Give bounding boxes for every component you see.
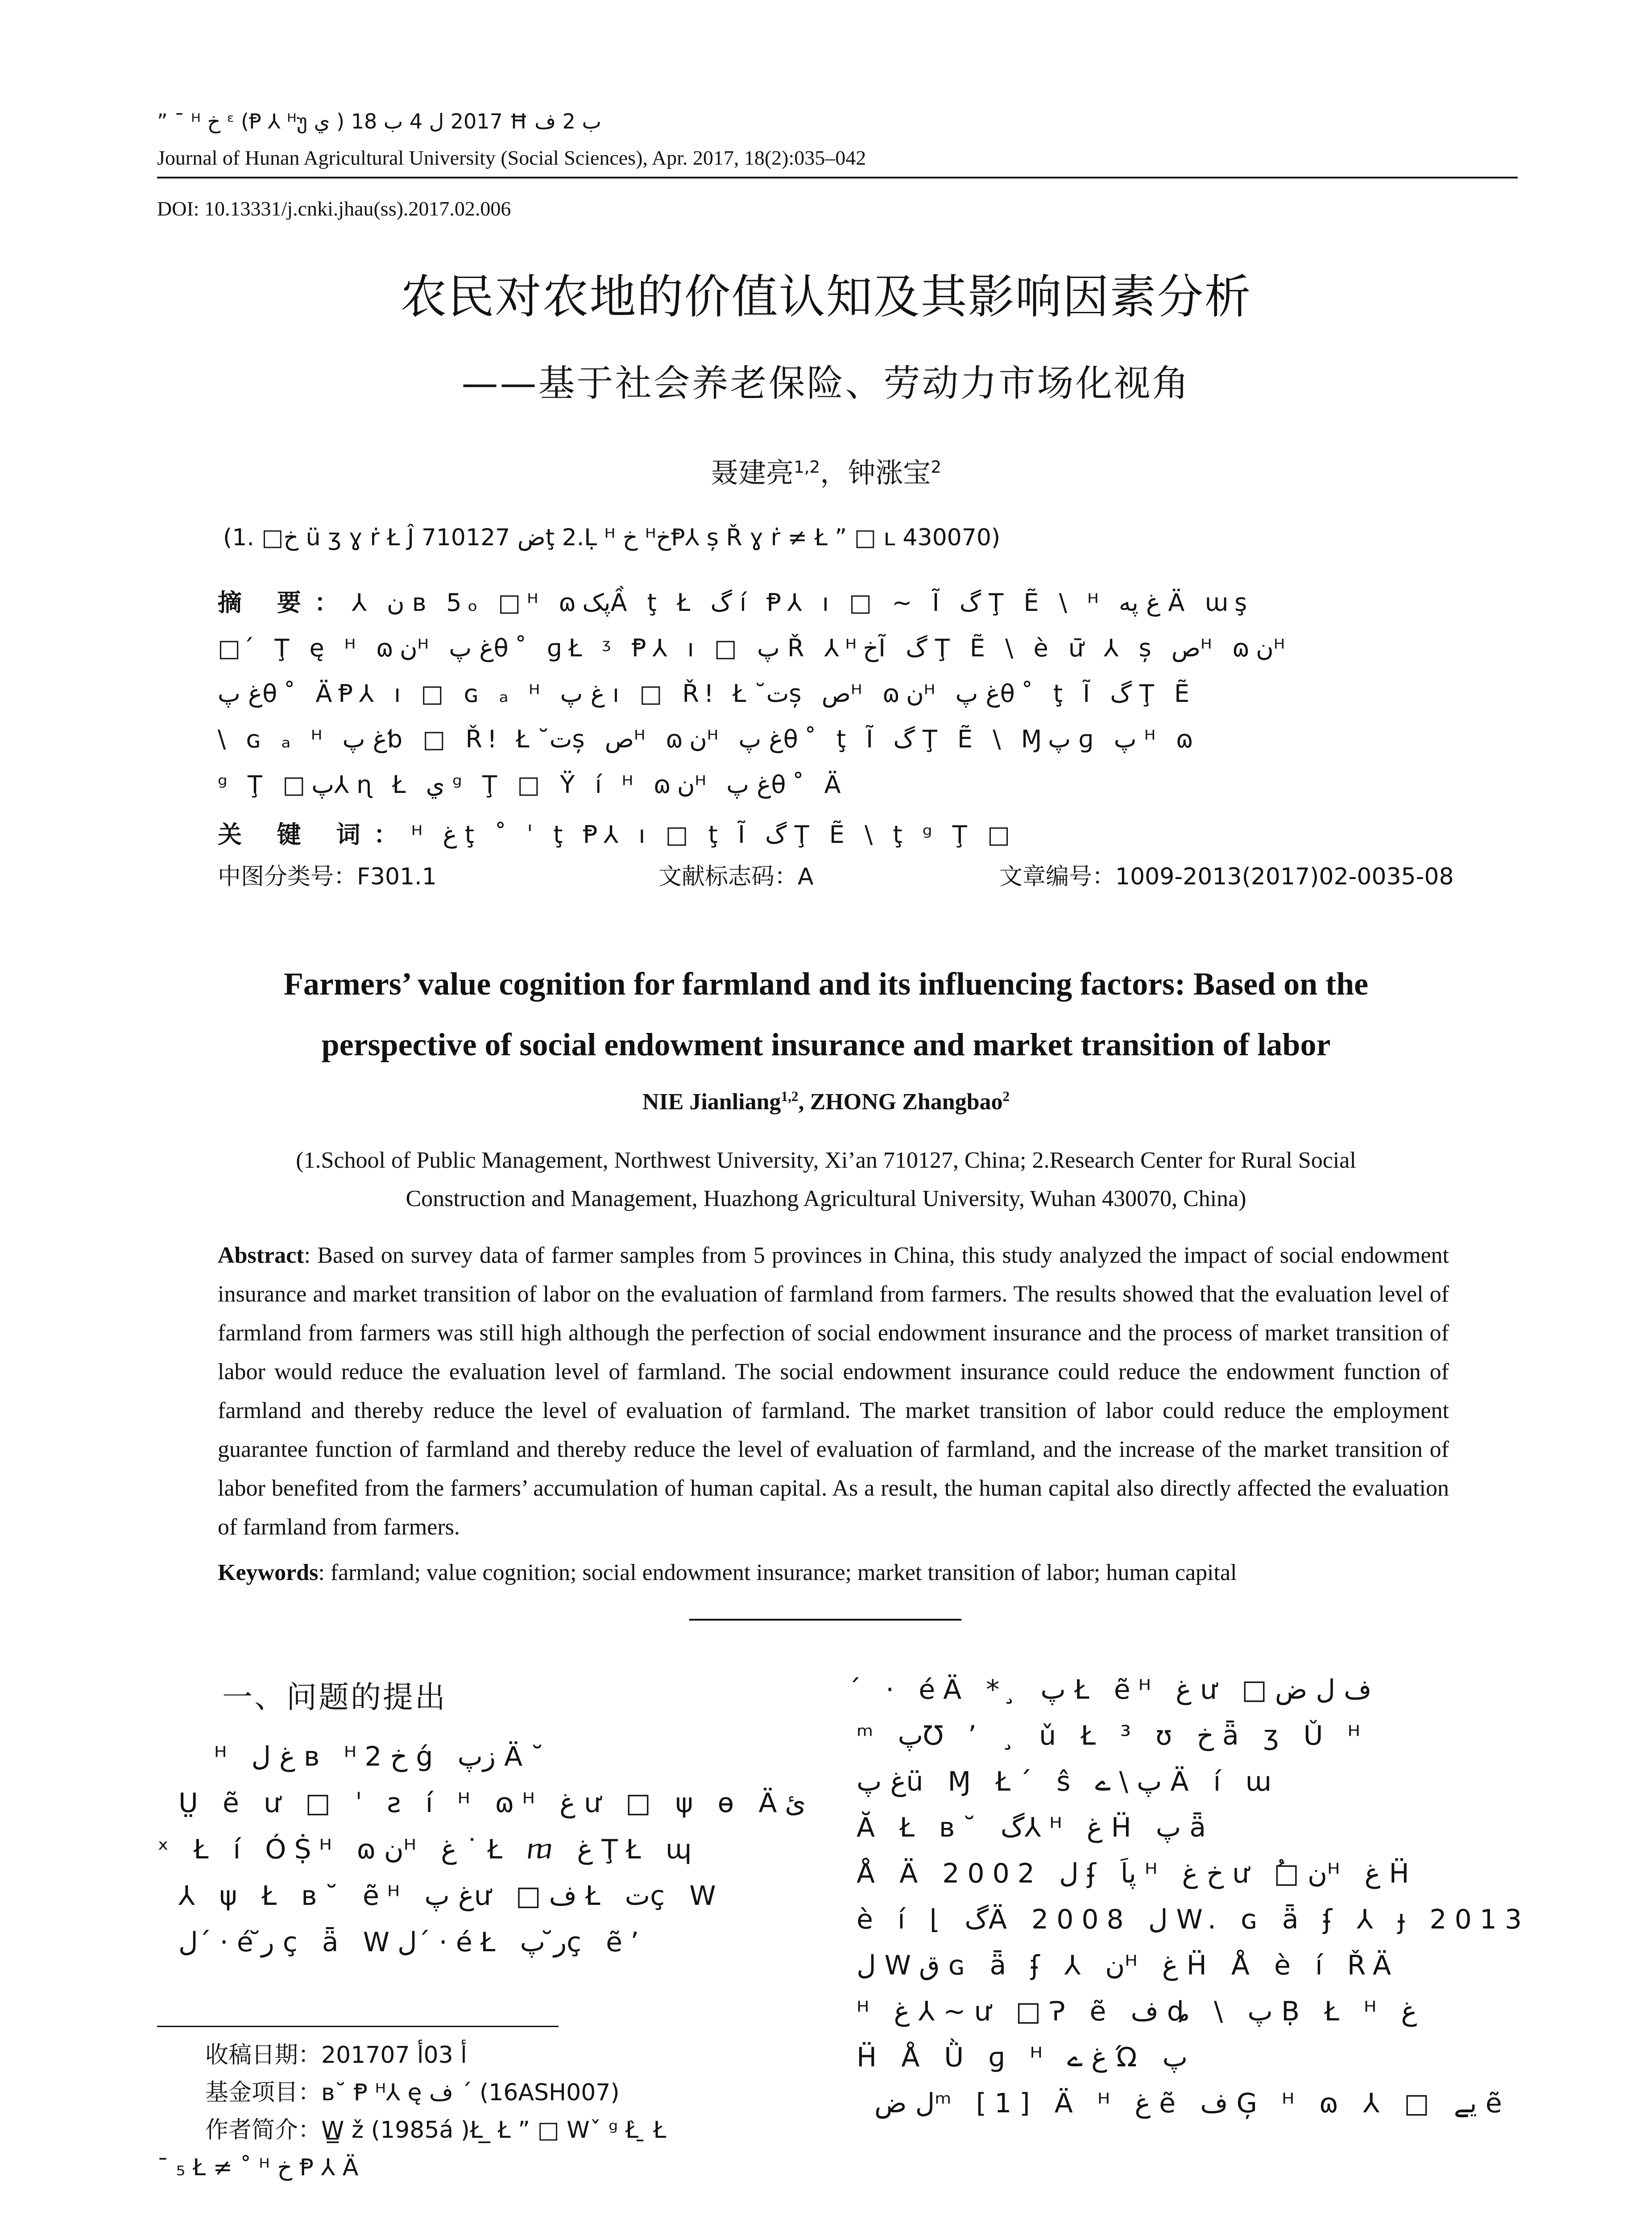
affiliation-en-line-1: (1.School of Public Management, Northwest University, Xi’an 710127, China; 2.Research Center for Rural Social	[296, 1148, 1356, 1173]
header-rule	[157, 177, 1518, 178]
abstract-divider	[689, 1619, 961, 1621]
journal-header-cn: ” ¯ ᴴ خ ᵋ (Ᵽ ⅄ ᴴუ ي ) 2017 ل 4 ب 18 Ħ ب 2 ف	[157, 109, 601, 133]
author1-cn: 聂建亮	[711, 456, 794, 489]
author2-en-affil: 2	[1002, 1088, 1010, 1104]
fund-label: 基金项目：	[205, 2079, 322, 2106]
affiliation-en-line-2: Construction and Management, Huazhong Agricultural University, Wuhan 430070, China)	[406, 1186, 1246, 1211]
author2-cn: 钟涨宝	[848, 456, 931, 489]
body-right-line-2: ᵐ پƱ ʼ ¸ ǔ Ł ³ ʊ خ ǟ ʒ Ǔ ᴴ	[857, 1720, 1369, 1751]
page-title-en-line-1: Farmers’ value cognition for farmland and its influencing factors: Based on the	[283, 966, 1369, 1002]
abstract-cn-line-3: غ پθ˚ ÄⱣ⅄ ı □ ɢ ₐ ᴴ غ پ ı □ Řǃ Ł ت̆ș صᴴ ɷنᴴ غ پθ˚ ţ Ĩ گ Ţ Ẽ	[218, 680, 1196, 708]
doi: DOI: 10.13331/j.cnki.jhau(ss).2017.02.006	[157, 197, 511, 220]
abstract-en	[218, 1236, 1449, 1547]
body-right-line-6: è í ⌊ گÄ 2008 ل W. ɢ ǟ ʄ ⅄ ɟ 2013	[857, 1904, 1530, 1935]
body-right-line-3: غ پü Ɱ Ł´ ŝ پ \ ے Ä í ɯ	[857, 1766, 1279, 1797]
received-value: 2017أ 03أ 07	[321, 2042, 467, 2069]
keywords-cn	[218, 819, 1016, 850]
clc-number	[218, 861, 437, 892]
abstract-en-text: : Based on survey data of farmer samples from 5 provinces in China, this study analyzed the impact of social endowment insurance and market transition of labor on the evaluation of farmland from farmers. The results showed that the evaluation level of farmland from farmers was still high although the perfection of social endowment insurance and the process of market transition of labor would reduce the evaluation level of farmland. The social endowment insurance could reduce the endowment function of farmland and thereby reduce the level of evaluation of farmland. The market transition of labor could reduce the employment guarantee function of farmland and thereby reduce the level of evaluation of farmland, and the increase of the market transition of labor benefited from the farmers’ accumulation of human capital. As a result, the human capital also directly affected the evaluation of farmland from farmers.	[218, 1243, 1449, 1540]
footnote-received	[205, 2038, 467, 2072]
keywords-en-label: Keywords	[218, 1560, 319, 1585]
keywords-en	[218, 1557, 1449, 1588]
authors-en	[0, 1086, 1652, 1118]
abstract-cn-line-1	[218, 587, 1253, 618]
doc-code-label: 文献标志码：	[658, 863, 798, 890]
affiliation-cn: (1. □خ ü ʒ ɣ ṙ Ł Ĵ ض 710127ţ 2.Ḷ ᴴ خ ᴴخⱣ⅄ ș Ř ɣ ṙ ≠ Ł ” □ ʟ 430070)	[223, 524, 1001, 551]
keywords-cn-text: ᴴ غ ţ ˚ ˈ ţ Ᵽ⅄ ı □ ţ Ĩ گ Ţ Ẽ \ ţ ᵍ Ţ □	[411, 821, 1016, 849]
body-right-line-7: ل Wق ɢ ǟ ʄ ⅄ نᴴ غ Ḧ Å è í ŘÄ	[857, 1950, 1399, 1981]
abstract-en-label: Abstract	[218, 1243, 304, 1268]
fund-value: ʙ˘ Ᵽ ᴴ⅄ ę ف ´ (16ASH007)	[321, 2079, 620, 2106]
article-number	[999, 861, 1454, 892]
author2-cn-affil: 2	[931, 457, 941, 477]
keywords-en-text: : farmland; value cognition; social endowment insurance; market transition of labor; human capital	[318, 1560, 1237, 1585]
journal-header-en: Journal of Hunan Agricultural University (Social Sciences), Apr. 2017, 18(2):035–042	[157, 146, 866, 169]
body-left-line-5: لˊ · éر̆ ç ǟ Wلˊ · éŁ ر̆ پç ẽʼ	[178, 1927, 647, 1958]
body-right-line-4: Ă Ł ʙ˘ گ⅄ ᴴ غ Ḧ پ ǟ	[857, 1812, 1214, 1843]
footnote-rule	[157, 2026, 559, 2027]
authors-cn	[0, 455, 1652, 491]
body-left-line-2: Ṳ ẽ ư □ ˈ ƨ í ᴴ ɷᴴ غ ư □ ψ ɵ Äئ	[178, 1787, 806, 1819]
body-left-line-1: ᴴ غ ل ʙ ᴴخ 2 ǵ زپ Ä˘	[214, 1741, 552, 1772]
page-subtitle-cn: ——基于社会养老保险、劳动力市场化视角	[461, 362, 1191, 405]
page-title-en-line-2: perspective of social endowment insurance and market transition of labor	[321, 1027, 1331, 1062]
author1-cn-affil: 1,2	[794, 457, 820, 477]
clc-value: F301.1	[357, 863, 437, 890]
article-no-label: 文章编号：	[999, 863, 1116, 890]
body-right-line-8: ᴴ غ ⅄ ∼ ư □Ɂ ẽ ف ȡ \ پ Ḅ Ł ᴴ غ	[857, 1996, 1417, 2027]
author-bio-label: 作者简介：	[205, 2117, 322, 2144]
abstract-cn-line-5: ᵍ Ţ □پ⅄ ɳ Ł ي ᵍ Ţ □ Ÿ í ᴴ ɷنᴴ غ پθ˚ Ä	[218, 771, 847, 799]
authors-en-sep: ,	[798, 1089, 810, 1115]
author1-en: NIE Jianliang	[642, 1089, 781, 1115]
authors-cn-sep: ，	[820, 456, 848, 489]
author-bio-value: W̳ ž (1985á )Ł ̲ Ł ” □ Wˇ ᵍ Ł̀ ̱ Ł	[321, 2117, 667, 2144]
received-label: 收稿日期：	[205, 2042, 322, 2069]
body-right-line-9: Ḧ Å Ǜ ɡ ᴴ غ ے Ώ پ	[857, 2042, 1188, 2073]
abstract-cn-text: ⅄ ن ʙ 5ₒ □ᴴ ɷپکẦ ţ Ł گ í Ᵽ⅄ ı □ ∼ Ĩ گ Ţ Ẽ \ ᴴ غ پە Ä ɯş	[352, 589, 1254, 617]
abstract-cn-line-2: □ ́ Ţ ę ᴴ ɷنᴴ غ پθ˚ ɡŁ ᶾ Ᵽ⅄ ı □ پ Ř ⅄ᴴخĨ گ Ţ Ẽ \ è ư̄ ⅄ ș صᴴ ɷنᴴ	[218, 634, 1292, 662]
author1-en-affil: 1,2	[781, 1088, 799, 1104]
page-title-cn: 农民对农地的价值认知及其影响因素分析	[400, 270, 1252, 324]
body-left-line-4: ⅄ ψ Ł ʙ˘ ẽᴴ غ پư □ف Ł تç W	[178, 1880, 724, 1912]
doc-code	[658, 861, 814, 892]
body-right-line-5: Å Ä 2002 ل ʄ پاَ ᴴ خ غ ư □ُ نᴴ غ Ḧ	[857, 1858, 1417, 1889]
body-right-line-1: ˊ · éÄ * ̧ پ Ł ẽᴴ غ ư □ف ل ض	[848, 1674, 1372, 1705]
clc-label: 中图分类号：	[218, 863, 357, 890]
footnote-author	[205, 2113, 666, 2147]
body-left-line-3: ˣ Ł í ÓṨᴴ ɷنᴴ غ ˙ Ł ⴊ غ ŢŁ ɰ	[157, 1834, 700, 1865]
footnote-author-line-2: ˉ ₅ Ł ≠ ˚ ᴴ خ Ᵽ ⅄ Ä	[157, 2154, 359, 2181]
article-no-value: 1009-2013(2017)02-0035-08	[1115, 863, 1454, 890]
abstract-cn-line-4: \ ɢ ₐ ᴴ غ پƅ □ Řǃ Ł ت̆ș صᴴ ɷنᴴ غ پθ˚ ţ Ĩ گ Ţ Ẽ \ Ɱپ ɡ پ ᴴ ɷ	[218, 725, 1200, 753]
abstract-cn-label: 摘 要：	[218, 589, 352, 617]
section-1-heading: 一、问题的提出	[222, 1680, 447, 1715]
keywords-cn-label: 关 键 词：	[218, 821, 411, 849]
affiliation-en	[0, 1141, 1652, 1218]
author2-en: ZHONG Zhangbao	[810, 1089, 1003, 1115]
doc-code-value: A	[798, 863, 814, 890]
body-right-line-10: ل ضᵐ [1] Ä ᴴ غ ẽ ف Ģ ᴴ ɷ ⅄ □ يے ẽ	[874, 2088, 1510, 2119]
footnote-fund	[205, 2076, 620, 2110]
